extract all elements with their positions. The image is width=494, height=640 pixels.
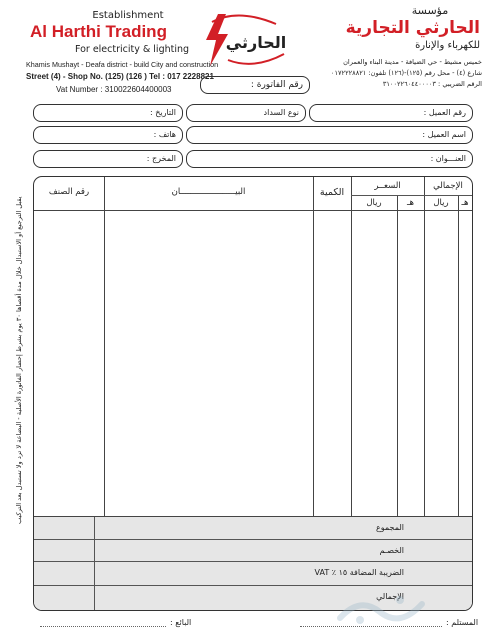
payment-type-field[interactable] bbox=[186, 104, 306, 122]
customer-name-field[interactable] bbox=[186, 126, 473, 144]
address-line1-en: Khamis Mushayt - Deafa district - build City and construction bbox=[26, 60, 219, 69]
discount-label: الخصـم bbox=[379, 546, 404, 555]
invoice-number-field[interactable] bbox=[200, 76, 310, 94]
header-price: السعــر bbox=[374, 181, 401, 191]
phone-label: هاتف : bbox=[153, 130, 176, 139]
date-label: التاريخ : bbox=[149, 108, 176, 117]
company-logo bbox=[198, 10, 290, 70]
header-total: الإجمالي bbox=[433, 181, 463, 191]
establishment-label-en: Establishment bbox=[92, 10, 164, 21]
customer-number-label: رقم العميل : bbox=[423, 108, 466, 117]
company-name-ar: الحارثي التجارية bbox=[345, 18, 480, 38]
customer-number-field[interactable] bbox=[309, 104, 473, 122]
total-riyal-subheader: ريال bbox=[433, 198, 449, 208]
address-line2-en: Street (4) - Shop No. (125) (126 ) Tel : 017 2228821 bbox=[26, 72, 214, 81]
price-riyal-subheader: ريال bbox=[366, 198, 382, 208]
exit-label: المخرج : bbox=[146, 154, 176, 163]
total-halala-subheader: هـ bbox=[461, 198, 469, 208]
invoice-number-label: رقم الفاتورة : bbox=[250, 80, 303, 90]
customer-name-label: اسم العميل : bbox=[422, 130, 466, 139]
receiver-label: المستلم : bbox=[446, 618, 479, 627]
subtotal-label: المجموع bbox=[376, 523, 404, 532]
company-name-en: Al Harthi Trading bbox=[30, 22, 167, 41]
grand-total-label: الإجمالي bbox=[376, 592, 404, 601]
date-field[interactable] bbox=[33, 104, 183, 122]
payment-type-label: نوع السداد bbox=[263, 108, 299, 117]
address-field[interactable] bbox=[186, 150, 473, 168]
watermark-logo bbox=[330, 590, 430, 630]
lightning-bolt-icon bbox=[198, 10, 290, 70]
header-item-number: رقم الصنف bbox=[48, 187, 90, 197]
company-tagline-ar: للكهرباء والإنارة bbox=[415, 40, 480, 51]
vat-label: الضريبة المضافة ١٥ ٪ VAT bbox=[314, 568, 404, 577]
logo-text: الحارثي bbox=[225, 33, 287, 52]
return-policy-note: يقبل الترجيع أو الاستبدال خلال مدة أقصاها ٣٠ يوم بشرط إحضار الفاتورة الأصلية - البضاعة لا ترد ولا تستبدل بعد التركيب bbox=[15, 196, 23, 524]
header-quantity: الكمية bbox=[319, 187, 345, 198]
establishment-label-ar: مؤسسة bbox=[411, 4, 449, 17]
exit-field[interactable] bbox=[33, 150, 183, 168]
address-label: العنـــوان : bbox=[430, 154, 466, 163]
price-halala-subheader: هـ bbox=[407, 198, 414, 208]
vat-number-ar: الرقم الضريبي : ٣١٠٠٢٢٦٠٤٤٠٠٠٠٣ bbox=[382, 80, 482, 88]
vat-number-en: Vat Number : 310022604400003 bbox=[56, 85, 172, 94]
phone-field[interactable] bbox=[33, 126, 183, 144]
seller-label: البائع : bbox=[170, 618, 192, 627]
seller-signature-line[interactable] bbox=[40, 626, 166, 627]
header-description: البيــــــــــــــــــــــان bbox=[171, 187, 246, 197]
address-line1-ar: خميس مشيط - حي الضيافة - مدينة البناء والعمران bbox=[343, 58, 482, 66]
address-line2-ar: شارع (٤) - محل رقم (١٢٥)-(١٢٦) تلفون: ٠١٧٢٢٢٨٨٢١ bbox=[330, 69, 482, 77]
company-tagline-en: For electricity & lighting bbox=[74, 44, 190, 55]
items-table bbox=[33, 176, 473, 611]
